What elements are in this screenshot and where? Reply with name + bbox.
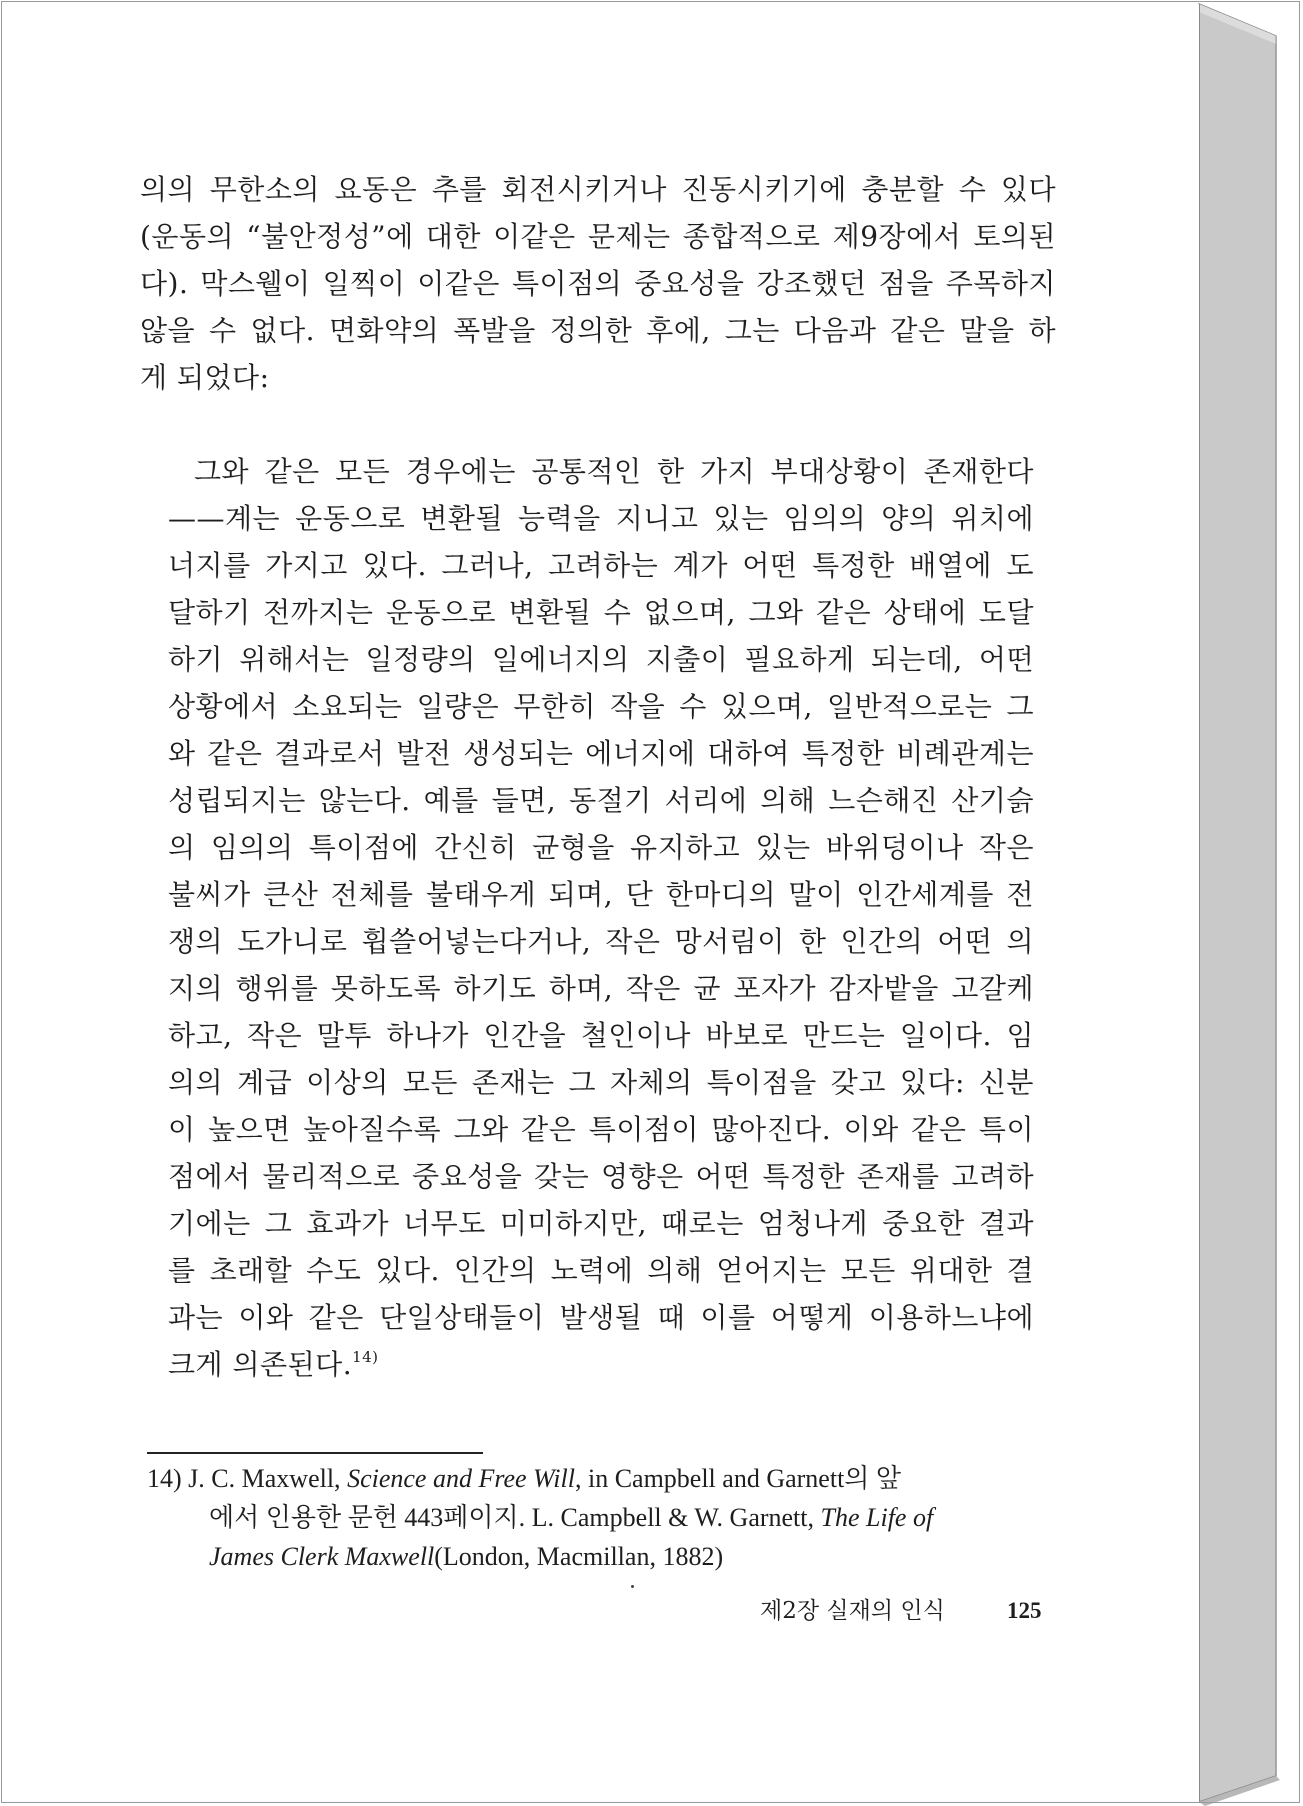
footnote-text: , in Campbell and Garnett의 앞 — [574, 1464, 902, 1493]
footnote-line — [147, 1462, 1057, 1496]
body-line: 않을 수 없다. 면화약의 폭발을 정의한 후에, 그는 다음과 같은 말을 하 — [140, 314, 1056, 347]
quote-line: 와 같은 결과로서 발전 생성되는 에너지에 대하여 특정한 비례관계는 — [168, 737, 1034, 770]
quote-line: 그와 같은 모든 경우에는 공통적인 한 가지 부대상황이 존재한다 — [194, 455, 1034, 488]
quote-line-last — [168, 1347, 1034, 1383]
quote-line: 과는 이와 같은 단일상태들이 발생될 때 이를 어떻게 이용하느냐에 — [168, 1301, 1034, 1334]
quote-line: 의의 계급 이상의 모든 존재는 그 자체의 특이점을 갖고 있다: 신분 — [168, 1066, 1034, 1099]
quote-line: 쟁의 도가니로 휩쓸어넣는다거나, 작은 망서림이 한 인간의 어떤 의 — [168, 925, 1034, 958]
quote-line: 의 임의의 특이점에 간신히 균형을 유지하고 있는 바위덩이나 작은 — [168, 831, 1034, 864]
page-sheet — [4, 4, 1199, 1802]
quote-line-text: 크게 의존된다. — [168, 1348, 353, 1381]
page-number: 125 — [1007, 1598, 1042, 1623]
footnote-line — [209, 1501, 1059, 1535]
quote-line: 를 초래할 수도 있다. 인간의 노력에 의해 얻어지는 모든 위대한 결 — [168, 1254, 1034, 1287]
footnote-title: The Life of — [820, 1503, 934, 1532]
quote-line: 이 높으면 높아질수록 그와 같은 특이점이 많아진다. 이와 같은 특이 — [168, 1113, 1034, 1146]
quote-line: 지의 행위를 못하도록 하기도 하며, 작은 균 포자가 감자밭을 고갈케 — [168, 972, 1034, 1005]
footnote-text: 에서 인용한 문헌 443페이지. L. Campbell & W. Garnett, — [209, 1503, 821, 1532]
quote-line: 점에서 물리적으로 중요성을 갖는 영향은 어떤 특정한 존재를 고려하 — [168, 1160, 1034, 1193]
quote-line: 하고, 작은 말투 하나가 인간을 철인이나 바보로 만드는 일이다. 임 — [168, 1019, 1034, 1052]
footnote-text: J. C. Maxwell, — [188, 1464, 348, 1493]
body-line: (운동의 “불안정성”에 대한 이같은 문제는 종합적으로 제9장에서 토의된 — [140, 220, 1056, 253]
body-line: 다). 막스웰이 일찍이 이같은 특이점의 중요성을 강조했던 점을 주목하지 — [140, 267, 1056, 300]
quote-line: 불씨가 큰산 전체를 불태우게 되며, 단 한마디의 말이 인간세계를 전 — [168, 878, 1034, 911]
quote-line: 상황에서 소요되는 일량은 무한히 작을 수 있으며, 일반적으로는 그 — [168, 690, 1034, 723]
body-line: 의의 무한소의 요동은 추를 회전시키거나 진동시키기에 충분할 수 있다 — [140, 173, 1056, 206]
scan-speck — [631, 1585, 634, 1588]
footnote-marker: 14) — [147, 1464, 182, 1493]
footnote-title: Science and Free Will — [347, 1464, 575, 1493]
quote-line: ——계는 운동으로 변환될 능력을 지니고 있는 임의의 양의 위치에 — [168, 502, 1034, 535]
running-footer: 제2장 실재의 인식 — [760, 1598, 945, 1624]
footnote-reference: 14) — [352, 1348, 379, 1366]
footnote-text: (London, Macmillan, 1882) — [434, 1542, 724, 1571]
quote-line: 달하기 전까지는 운동으로 변환될 수 없으며, 그와 같은 상태에 도달 — [168, 596, 1034, 629]
footnote-title: James Clerk Maxwell — [209, 1542, 435, 1571]
quote-line: 성립되지는 않는다. 예를 들면, 동절기 서리에 의해 느슨해진 산기슭 — [168, 784, 1034, 817]
footnote-divider — [147, 1452, 483, 1454]
body-line: 게 되었다: — [140, 361, 270, 394]
quote-line: 너지를 가지고 있다. 그러나, 고려하는 계가 어떤 특정한 배열에 도 — [168, 549, 1034, 582]
quote-line: 하기 위해서는 일정량의 일에너지의 지출이 필요하게 되는데, 어떤 — [168, 643, 1034, 676]
quote-line: 기에는 그 효과가 너무도 미미하지만, 때로는 엄청나게 중요한 결과 — [168, 1207, 1034, 1240]
footnote-line — [209, 1540, 1059, 1574]
